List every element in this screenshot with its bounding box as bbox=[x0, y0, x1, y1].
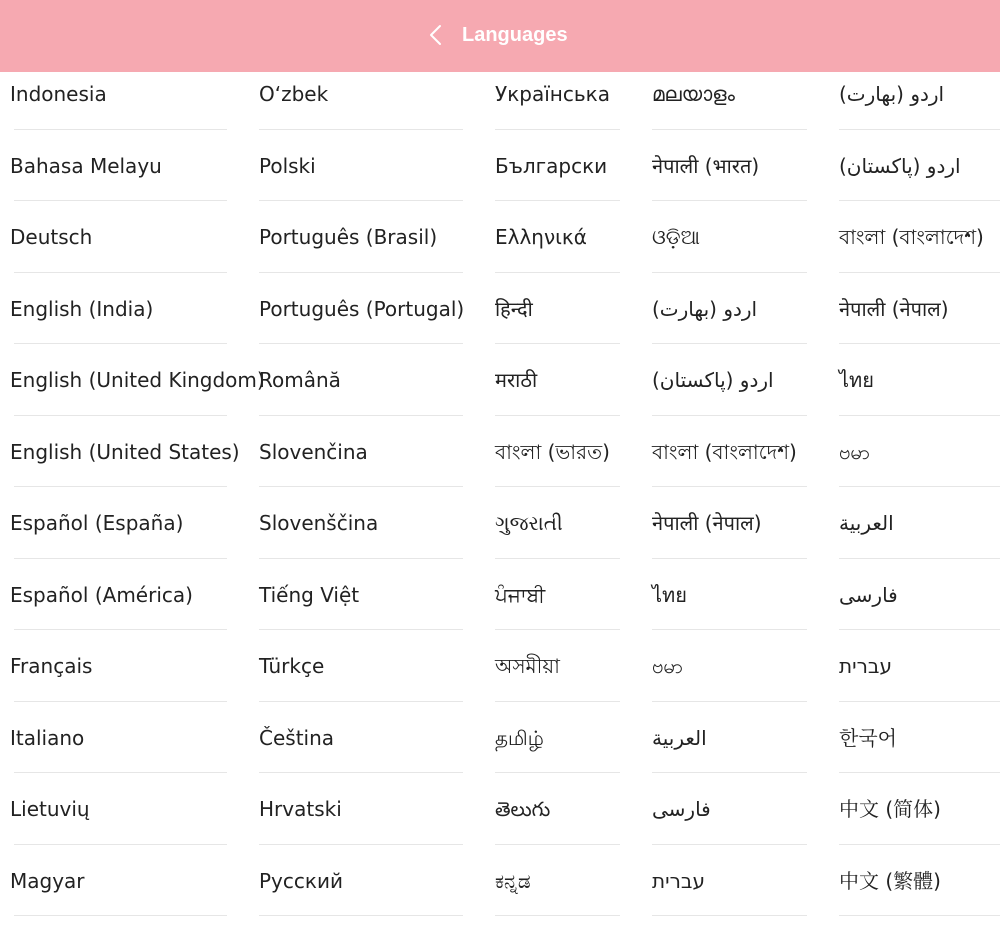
row-divider bbox=[652, 486, 807, 487]
chevron-left-icon bbox=[428, 24, 444, 46]
row-divider bbox=[839, 415, 1000, 416]
language-label: 中文 (简体) bbox=[839, 794, 941, 824]
language-option[interactable] bbox=[652, 501, 807, 573]
language-option[interactable] bbox=[495, 358, 620, 430]
row-divider bbox=[259, 915, 463, 916]
language-label: हिन्दी bbox=[495, 294, 533, 324]
language-label: English (United States) bbox=[10, 437, 240, 467]
page-title: Languages bbox=[462, 20, 568, 50]
language-label: ဗမာ bbox=[839, 437, 870, 467]
language-label: فارسی bbox=[839, 580, 898, 610]
language-label: O‘zbek bbox=[259, 79, 328, 109]
language-option[interactable] bbox=[495, 287, 620, 359]
language-label: Hrvatski bbox=[259, 794, 342, 824]
language-label: 中文 (繁體) bbox=[839, 866, 941, 896]
language-option[interactable] bbox=[839, 787, 1000, 859]
language-option[interactable] bbox=[10, 501, 227, 573]
language-label: اردو (بھارت) bbox=[652, 294, 757, 324]
language-label: Български bbox=[495, 151, 607, 181]
language-option[interactable] bbox=[10, 716, 227, 788]
language-option[interactable] bbox=[10, 358, 227, 430]
row-divider bbox=[14, 844, 227, 845]
language-label: অসমীয়া bbox=[495, 651, 560, 681]
language-option[interactable] bbox=[10, 787, 227, 859]
language-label: اردو (بھارت) bbox=[839, 79, 944, 109]
language-column bbox=[259, 72, 463, 921]
language-option[interactable] bbox=[839, 573, 1000, 645]
language-label: Lietuvių bbox=[10, 794, 90, 824]
row-divider bbox=[652, 629, 807, 630]
language-option[interactable] bbox=[495, 215, 620, 287]
language-option[interactable] bbox=[652, 644, 807, 716]
language-label: עברית bbox=[839, 651, 892, 681]
language-option[interactable] bbox=[839, 716, 1000, 788]
language-option[interactable] bbox=[495, 144, 620, 216]
language-option[interactable] bbox=[259, 358, 463, 430]
row-divider bbox=[839, 129, 1000, 130]
row-divider bbox=[839, 629, 1000, 630]
row-divider bbox=[839, 272, 1000, 273]
language-option[interactable] bbox=[259, 215, 463, 287]
row-divider bbox=[259, 844, 463, 845]
language-option[interactable] bbox=[10, 859, 227, 930]
language-label: Русский bbox=[259, 866, 343, 896]
language-label: ગુજરાતી bbox=[495, 508, 563, 538]
language-label: Italiano bbox=[10, 723, 84, 753]
language-option[interactable] bbox=[652, 787, 807, 859]
language-label: ਪੰਜਾਬੀ bbox=[495, 580, 545, 610]
language-option[interactable] bbox=[652, 287, 807, 359]
row-divider bbox=[14, 772, 227, 773]
language-option[interactable] bbox=[839, 287, 1000, 359]
row-divider bbox=[259, 272, 463, 273]
language-option[interactable] bbox=[259, 787, 463, 859]
language-label: 한국어 bbox=[839, 723, 897, 753]
language-option[interactable] bbox=[259, 72, 463, 144]
language-label: Bahasa Melayu bbox=[10, 151, 162, 181]
language-option[interactable] bbox=[10, 215, 227, 287]
language-label: Português (Brasil) bbox=[259, 222, 437, 252]
language-option[interactable] bbox=[495, 501, 620, 573]
row-divider bbox=[652, 129, 807, 130]
language-option[interactable] bbox=[652, 144, 807, 216]
row-divider bbox=[259, 415, 463, 416]
language-option[interactable] bbox=[10, 144, 227, 216]
language-option[interactable] bbox=[652, 573, 807, 645]
row-divider bbox=[14, 558, 227, 559]
row-divider bbox=[652, 200, 807, 201]
language-label: ಕನ್ನಡ bbox=[495, 866, 531, 896]
language-label: Indonesia bbox=[10, 79, 107, 109]
language-option[interactable] bbox=[495, 573, 620, 645]
row-divider bbox=[839, 915, 1000, 916]
language-label: বাংলা (বাংলাদেশ) bbox=[652, 437, 797, 467]
language-label: Magyar bbox=[10, 866, 85, 896]
language-column bbox=[495, 72, 620, 921]
row-divider bbox=[14, 629, 227, 630]
language-label: Українська bbox=[495, 79, 610, 109]
language-label: ဗမာ bbox=[652, 651, 683, 681]
language-label: Türkçe bbox=[259, 651, 324, 681]
header-bar bbox=[0, 0, 1000, 72]
language-label: नेपाली (नेपाल) bbox=[652, 508, 762, 538]
language-option[interactable] bbox=[495, 644, 620, 716]
row-divider bbox=[839, 772, 1000, 773]
language-label: Polski bbox=[259, 151, 316, 181]
language-option[interactable] bbox=[10, 644, 227, 716]
row-divider bbox=[652, 558, 807, 559]
language-option[interactable] bbox=[495, 859, 620, 930]
language-option[interactable] bbox=[259, 644, 463, 716]
language-option[interactable] bbox=[259, 716, 463, 788]
language-label: English (India) bbox=[10, 294, 153, 324]
row-divider bbox=[14, 343, 227, 344]
row-divider bbox=[495, 272, 620, 273]
language-option[interactable] bbox=[10, 430, 227, 502]
language-label: Slovenčina bbox=[259, 437, 368, 467]
language-label: नेपाली (नेपाल) bbox=[839, 294, 949, 324]
row-divider bbox=[14, 272, 227, 273]
language-label: اردو (پاکستان) bbox=[839, 151, 961, 181]
row-divider bbox=[259, 486, 463, 487]
language-label: മലയാളം bbox=[652, 79, 735, 109]
row-divider bbox=[495, 701, 620, 702]
language-option[interactable] bbox=[652, 358, 807, 430]
language-label: العربية bbox=[652, 723, 707, 753]
row-divider bbox=[14, 415, 227, 416]
language-label: עברית bbox=[652, 866, 705, 896]
row-divider bbox=[259, 772, 463, 773]
row-divider bbox=[259, 701, 463, 702]
row-divider bbox=[839, 701, 1000, 702]
language-grid bbox=[0, 72, 1000, 921]
row-divider bbox=[495, 844, 620, 845]
row-divider bbox=[495, 915, 620, 916]
language-option[interactable] bbox=[259, 144, 463, 216]
row-divider bbox=[652, 415, 807, 416]
back-button[interactable] bbox=[418, 16, 454, 52]
language-option[interactable] bbox=[259, 859, 463, 930]
language-option[interactable] bbox=[839, 430, 1000, 502]
row-divider bbox=[259, 200, 463, 201]
row-divider bbox=[14, 200, 227, 201]
row-divider bbox=[839, 486, 1000, 487]
language-option[interactable] bbox=[652, 430, 807, 502]
language-label: Slovenščina bbox=[259, 508, 378, 538]
language-option[interactable] bbox=[495, 430, 620, 502]
language-option[interactable] bbox=[839, 144, 1000, 216]
language-option[interactable] bbox=[10, 72, 227, 144]
language-option[interactable] bbox=[652, 72, 807, 144]
language-option[interactable] bbox=[259, 501, 463, 573]
row-divider bbox=[839, 200, 1000, 201]
language-label: العربية bbox=[839, 508, 894, 538]
language-label: Português (Portugal) bbox=[259, 294, 464, 324]
language-option[interactable] bbox=[259, 430, 463, 502]
language-label: नेपाली (भारत) bbox=[652, 151, 759, 181]
language-label: Română bbox=[259, 365, 341, 395]
language-option[interactable] bbox=[839, 358, 1000, 430]
row-divider bbox=[495, 558, 620, 559]
language-column bbox=[839, 72, 1000, 921]
row-divider bbox=[259, 343, 463, 344]
language-label: English (United Kingdom) bbox=[10, 365, 265, 395]
row-divider bbox=[839, 558, 1000, 559]
language-label: தமிழ் bbox=[495, 723, 544, 753]
row-divider bbox=[652, 272, 807, 273]
language-option[interactable] bbox=[10, 287, 227, 359]
language-label: বাংলা (ভারত) bbox=[495, 437, 610, 467]
language-option[interactable] bbox=[495, 787, 620, 859]
row-divider bbox=[259, 629, 463, 630]
language-label: ไทย bbox=[652, 580, 687, 610]
language-option[interactable] bbox=[652, 215, 807, 287]
row-divider bbox=[495, 343, 620, 344]
language-option[interactable] bbox=[839, 72, 1000, 144]
row-divider bbox=[652, 844, 807, 845]
language-option[interactable] bbox=[259, 287, 463, 359]
row-divider bbox=[259, 558, 463, 559]
row-divider bbox=[652, 915, 807, 916]
row-divider bbox=[839, 844, 1000, 845]
row-divider bbox=[259, 129, 463, 130]
row-divider bbox=[495, 486, 620, 487]
language-label: Español (España) bbox=[10, 508, 183, 538]
language-label: ଓଡ଼ିଆ bbox=[652, 222, 700, 252]
language-option[interactable] bbox=[495, 72, 620, 144]
row-divider bbox=[495, 415, 620, 416]
row-divider bbox=[495, 200, 620, 201]
row-divider bbox=[495, 129, 620, 130]
language-label: ไทย bbox=[839, 365, 874, 395]
language-column bbox=[652, 72, 807, 921]
row-divider bbox=[495, 629, 620, 630]
language-label: Čeština bbox=[259, 723, 334, 753]
row-divider bbox=[14, 701, 227, 702]
language-option[interactable] bbox=[839, 644, 1000, 716]
language-label: اردو (پاکستان) bbox=[652, 365, 774, 395]
language-column bbox=[10, 72, 227, 921]
language-option[interactable] bbox=[839, 215, 1000, 287]
language-label: বাংলা (বাংলাদেশ) bbox=[839, 222, 984, 252]
language-option[interactable] bbox=[495, 716, 620, 788]
language-label: Français bbox=[10, 651, 92, 681]
language-label: Tiếng Việt bbox=[259, 580, 359, 610]
language-option[interactable] bbox=[839, 501, 1000, 573]
language-label: Deutsch bbox=[10, 222, 92, 252]
row-divider bbox=[495, 772, 620, 773]
language-option[interactable] bbox=[652, 859, 807, 930]
language-option[interactable] bbox=[259, 573, 463, 645]
language-label: తెలుగు bbox=[495, 794, 550, 824]
row-divider bbox=[652, 701, 807, 702]
row-divider bbox=[14, 129, 227, 130]
row-divider bbox=[652, 772, 807, 773]
language-label: فارسی bbox=[652, 794, 711, 824]
row-divider bbox=[839, 343, 1000, 344]
language-label: Ελληνικά bbox=[495, 222, 587, 252]
row-divider bbox=[652, 343, 807, 344]
language-option[interactable] bbox=[839, 859, 1000, 930]
language-label: Español (América) bbox=[10, 580, 193, 610]
row-divider bbox=[14, 486, 227, 487]
language-option[interactable] bbox=[652, 716, 807, 788]
row-divider bbox=[14, 915, 227, 916]
language-label: मराठी bbox=[495, 365, 537, 395]
language-option[interactable] bbox=[10, 573, 227, 645]
